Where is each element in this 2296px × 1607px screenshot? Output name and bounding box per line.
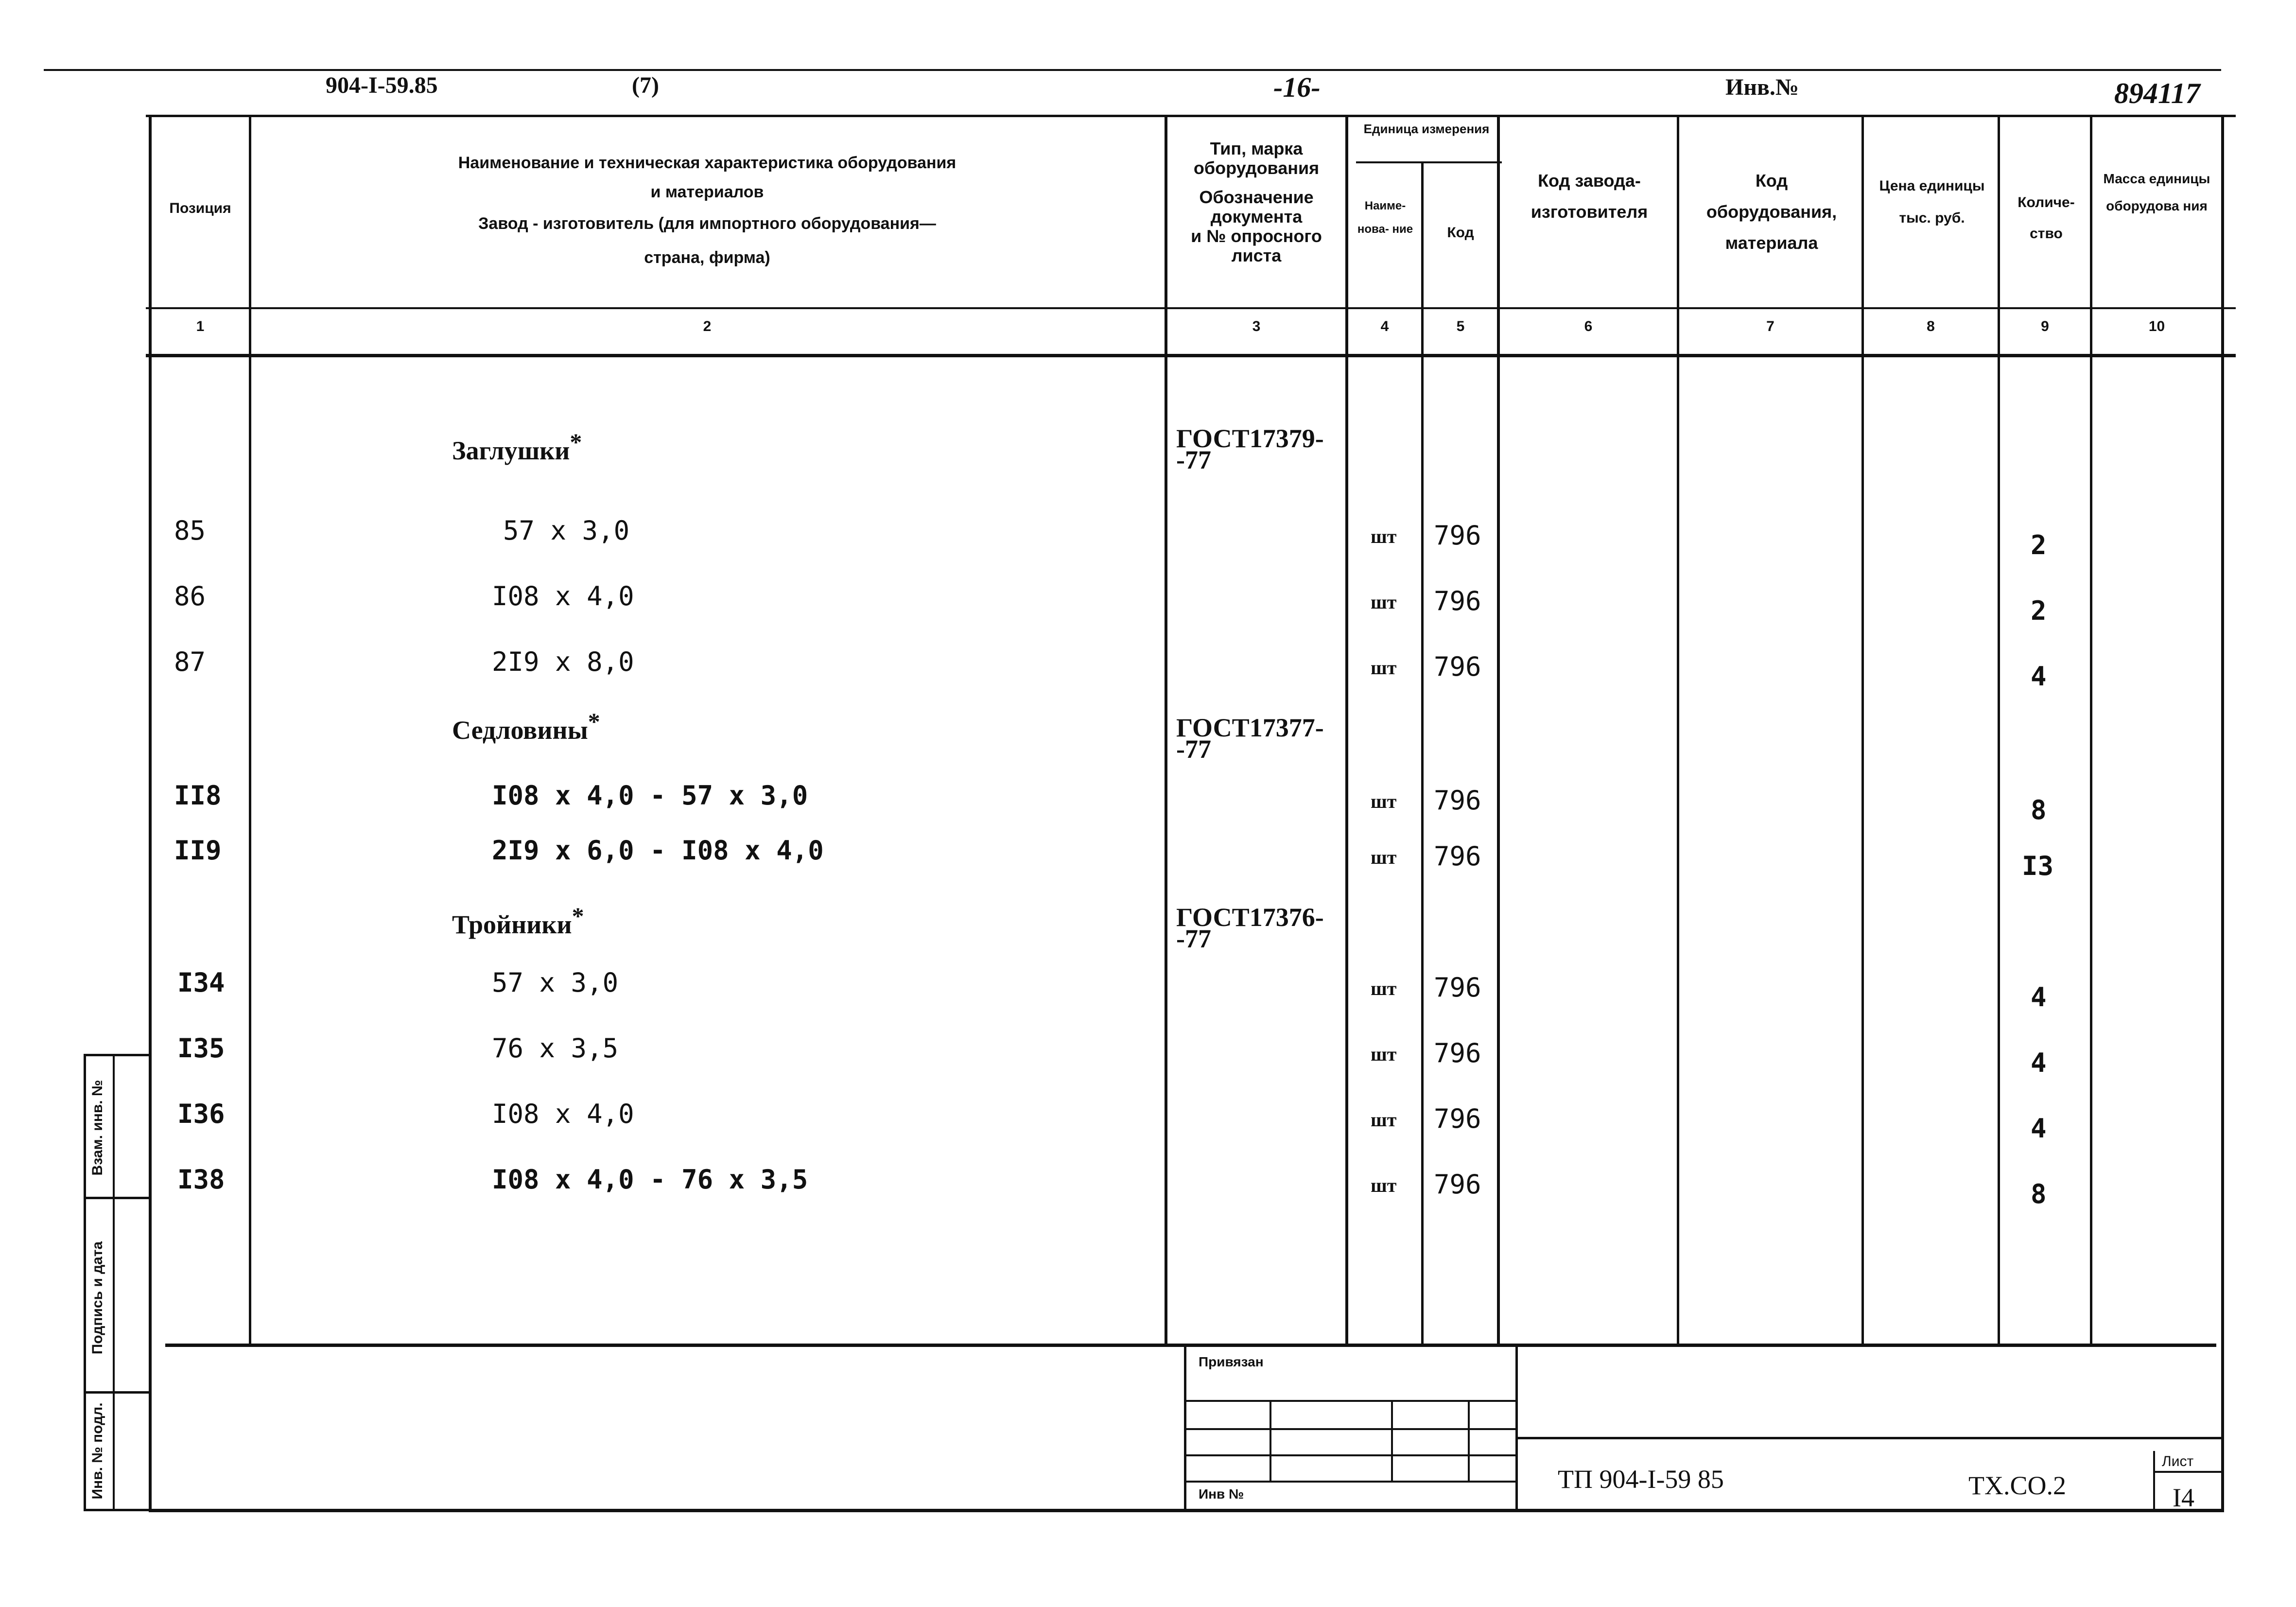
project-code: ТП 904-I-59 85 <box>1558 1465 1724 1494</box>
quantity-cell: 2 <box>2031 595 2047 626</box>
position-cell: II8 <box>174 780 222 811</box>
position-cell: I34 <box>177 967 225 998</box>
header-maker-code: Код завода- изготовителя <box>1531 171 1648 222</box>
position-cell: 87 <box>174 646 206 677</box>
quantity-cell: 4 <box>2031 1113 2047 1144</box>
header-name-and-specs: Наименование и техническая характеристика оборудования и материалов Завод - изготовитель (для импортного оборудования— страна, фирма) <box>458 154 957 267</box>
standard-reference: ГОСТ17376- -77 <box>1176 903 1324 953</box>
section-title: Заглушки* <box>452 428 582 465</box>
code-cell: 796 <box>1434 841 1481 872</box>
header-unit-name: Наиме- нова- ние <box>1357 199 1413 236</box>
position-cell: I35 <box>177 1033 225 1064</box>
header-quantity: Количе- ство <box>2018 194 2075 242</box>
column-number: 5 <box>1456 318 1465 334</box>
page-number: -16- <box>1273 71 1321 103</box>
quantity-cell: 4 <box>2031 1048 2047 1078</box>
sheet-label: Лист <box>2162 1453 2194 1469</box>
side-stamp-inv-original: Инв. № подл. <box>89 1402 105 1500</box>
position-cell: 85 <box>174 515 206 546</box>
header-equipment-code: Код оборудования, материала <box>1706 171 1837 253</box>
column-number: 9 <box>2041 318 2049 334</box>
code-cell: 796 <box>1434 651 1481 682</box>
inv-no-label: Инв № <box>1199 1486 1244 1502</box>
code-cell: 796 <box>1434 785 1481 816</box>
header-unit-group: Единица измерения <box>1363 122 1490 136</box>
name-cell: 2I9 х 6,0 - I08 х 4,0 <box>492 835 824 866</box>
side-stamp-signature-date: Подпись и дата <box>89 1241 105 1355</box>
header-unit-code: Код <box>1447 225 1474 241</box>
column-number: 2 <box>703 318 712 334</box>
unit-cell: шт <box>1371 790 1397 812</box>
inv-label: Инв.№ <box>1725 74 1799 100</box>
column-number: 8 <box>1927 318 1935 334</box>
column-number: 6 <box>1584 318 1593 334</box>
inv-number: 894117 <box>2114 77 2200 109</box>
column-number: 7 <box>1766 318 1774 334</box>
unit-cell: шт <box>1371 1043 1397 1065</box>
name-cell: I08 х 4,0 <box>492 581 634 611</box>
standard-reference: ГОСТ17377- -77 <box>1176 713 1324 764</box>
quantity-cell: 4 <box>2031 982 2047 1013</box>
quantity-cell: I3 <box>2022 851 2054 881</box>
position-cell: II9 <box>174 835 222 866</box>
quantity-cell: 8 <box>2031 1179 2047 1209</box>
code-cell: 796 <box>1434 1169 1481 1200</box>
document-mark: ТХ.СО.2 <box>1968 1471 2066 1500</box>
code-cell: 796 <box>1434 586 1481 616</box>
code-cell: 796 <box>1434 972 1481 1003</box>
name-cell: I08 х 4,0 - 57 х 3,0 <box>492 780 808 811</box>
name-cell: 2I9 х 8,0 <box>492 646 634 677</box>
unit-cell: шт <box>1371 525 1397 547</box>
unit-cell: шт <box>1371 1174 1397 1196</box>
position-cell: I36 <box>177 1099 225 1129</box>
column-number: 1 <box>196 318 205 334</box>
sheet-no-paren: (7) <box>632 72 659 98</box>
column-number: 4 <box>1380 318 1389 334</box>
unit-cell: шт <box>1371 1109 1397 1131</box>
header-unit-price: Цена единицы тыс. руб. <box>1879 178 1985 226</box>
name-cell: 57 х 3,0 <box>503 515 630 546</box>
code-cell: 796 <box>1434 1038 1481 1068</box>
doc-code: 904-I-59.85 <box>326 72 438 98</box>
standard-reference: ГОСТ17379- -77 <box>1176 424 1324 474</box>
code-cell: 796 <box>1434 520 1481 551</box>
name-cell: 76 х 3,5 <box>492 1033 619 1064</box>
sheet-number: I4 <box>2173 1483 2194 1512</box>
name-cell: I08 х 4,0 <box>492 1099 634 1129</box>
name-cell: I08 х 4,0 - 76 х 3,5 <box>492 1164 808 1195</box>
header-type-and-document: Тип, марка оборудования Обозначение документа и № опросного листа <box>1191 139 1322 265</box>
header-unit-mass: Масса единицы оборудова ния <box>2103 171 2210 213</box>
unit-cell: шт <box>1371 846 1397 868</box>
column-number: 10 <box>2148 318 2165 334</box>
position-cell: 86 <box>174 581 206 611</box>
unit-cell: шт <box>1371 657 1397 679</box>
header-position: Позиция <box>169 200 231 216</box>
section-title: Седловины* <box>452 708 600 745</box>
unit-cell: шт <box>1371 591 1397 613</box>
linked-label: Привязан <box>1199 1354 1264 1369</box>
quantity-cell: 4 <box>2031 661 2047 692</box>
column-number: 3 <box>1252 318 1261 334</box>
code-cell: 796 <box>1434 1103 1481 1134</box>
name-cell: 57 х 3,0 <box>492 967 619 998</box>
section-title: Тройники* <box>452 902 584 939</box>
unit-cell: шт <box>1371 978 1397 999</box>
quantity-cell: 8 <box>2031 795 2047 825</box>
side-stamp-inv-replace: Взам. инв. № <box>89 1080 105 1176</box>
position-cell: I38 <box>177 1164 225 1195</box>
quantity-cell: 2 <box>2031 530 2047 560</box>
